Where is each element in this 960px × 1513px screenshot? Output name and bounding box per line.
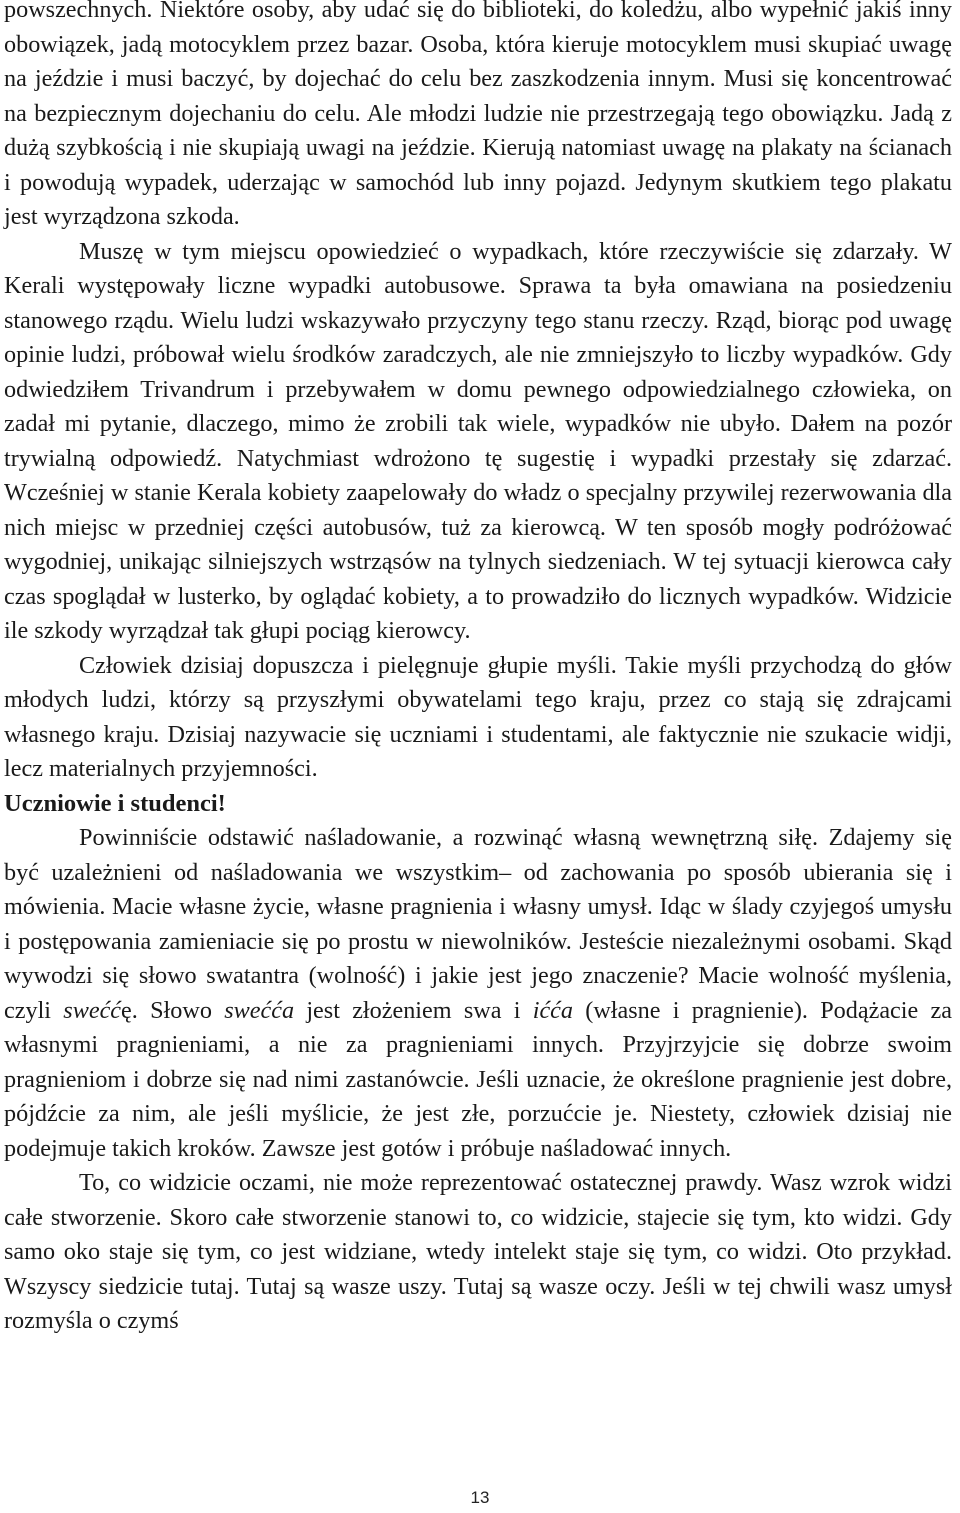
italic-term: ićća bbox=[532, 996, 574, 1024]
body-paragraph: Człowiek dzisiaj dopuszcza i pielęgnuje głupie myśli. Takie myśli przychodzą do głów młodych ludzi, którzy są przyszłymi obywatelami tego kraju, przez co stają się zdrajcami własnego kraju. Dzisiaj nazywacie się uczniami i studentami, ale faktycznie nie szukacie widji, lecz materialnych przyjemności. bbox=[4, 651, 952, 782]
section-heading: Uczniowie i studenci! bbox=[4, 789, 226, 817]
body-paragraph bbox=[4, 821, 952, 1166]
italic-term: swećć bbox=[63, 996, 122, 1024]
text-span: Powinniście odstawić naśladowanie, a rozwinąć własną wewnętrzną siłę. Zdajemy się być uzależnieni od naśladowania we wszystkim– od zachowania po sposób ubierania się i mówienia. Macie własne życie, własne pragnienia i własny umysł. Idąc w ślady czyjegoś umysłu i postępowania zamieniacie się po prostu w niewolników. Jesteście niezależnymi osobami. Skąd wywodzi się słowo swatantra (wolność) i jakie jest jego znaczenie? Macie wolność myślenia, czyli bbox=[4, 824, 952, 1024]
italic-term: swećća bbox=[224, 996, 295, 1024]
body-paragraph: powszechnych. Niektóre osoby, aby udać się do biblioteki, do koledżu, albo wypełnić jakiś inny obowiązek, jadą motocyklem przez bazar. Osoba, która kieruje motocyklem musi skupiać uwagę na jeździe i musi baczyć, by dojechać do celu bez zaszkodzenia innym. Musi się koncentrować na bezpiecznym dojechaniu do celu. Ale młodzi ludzie nie przestrzegają tego obowiązku. Jadą z dużą szybkością i nie skupiają uwagi na jeździe. Kierują natomiast uwagę na plakaty na ścianach i powodują wypadek, uderzając w samochód lub inny pojazd. Jedynym skutkiem tego plakatu jest wyrządzona szkoda. bbox=[4, 0, 952, 230]
body-paragraph: Muszę w tym miejscu opowiedzieć o wypadkach, które rzeczywiście się zdarzały. W Kerali występowały liczne wypadki autobusowe. Sprawa ta była omawiana na posiedzeniu stanowego rządu. Wielu ludzi wskazywało przyczyny tego stanu rzeczy. Rząd, biorąc pod uwagę opinie ludzi, próbował wielu środków zaradczych, ale nie zmniejszyło to liczby wypadków. Gdy odwiedziłem Trivandrum i przebywałem w domu pewnego odpowiedzialnego człowieka, on zadał mi pytanie, dlaczego, mimo że zrobili tak wiele, wypadków nie ubyło. Dałem na pozór trywialną odpowiedź. Natychmiast wdrożono tę sugestię i wypadki przestały się zdarzać. Wcześniej w stanie Kerala kobiety zaapelowały do władz o specjalny przywilej rezerwowania dla nich miejsc w przedniej części autobusów, tuż za kierowcą. W ten sposób mogły podróżować wygodniej, unikając silniejszych wstrząsów na tylnych siedzeniach. W tej sytuacji kierowca cały czas spoglądał w lusterko, by oglądać kobiety, a to prowadziło do licznych wypadków. Widzicie ile szkody wyrządzał tak głupi pociąg kierowcy. bbox=[4, 237, 952, 644]
body-paragraph: To, co widzicie oczami, nie może reprezentować ostatecznej prawdy. Wasz wzrok widzi całe stworzenie. Skoro całe stworzenie stanowi to, co widzicie, stajecie się tym, kto widzi. Gdy samo oko staje się tym, co jest widziane, wtedy intelekt staje się tym, co widzi. Oto przykład. Wszyscy siedzicie tutaj. Tutaj są wasze uszy. Tutaj są wasze oczy. Jeśli w tej chwili wasz umysł rozmyśla o czymś bbox=[4, 1169, 952, 1334]
text-span: jest złożeniem swa i bbox=[294, 996, 533, 1024]
document-page bbox=[4, 0, 952, 1339]
text-span: ę. Słowo bbox=[121, 996, 225, 1024]
page-number: 13 bbox=[470, 1488, 490, 1507]
text-span: (własne i pragnienie). Podążacie za własnymi pragnieniami, a nie za pragnieniami innych. Przyjrzyjcie się dobrze swoim pragnieniom i dobrze się nad nimi zastanówcie. Jeśli uznacie, że określone pragnienie jest dobre, pójdźcie za nim, ale jeśli myślicie, że jest złe, porzućcie je. Niestety, człowiek dzisiaj nie podejmuje takich kroków. Zawsze jest gotów i próbuje naśladować innych. bbox=[4, 996, 952, 1162]
